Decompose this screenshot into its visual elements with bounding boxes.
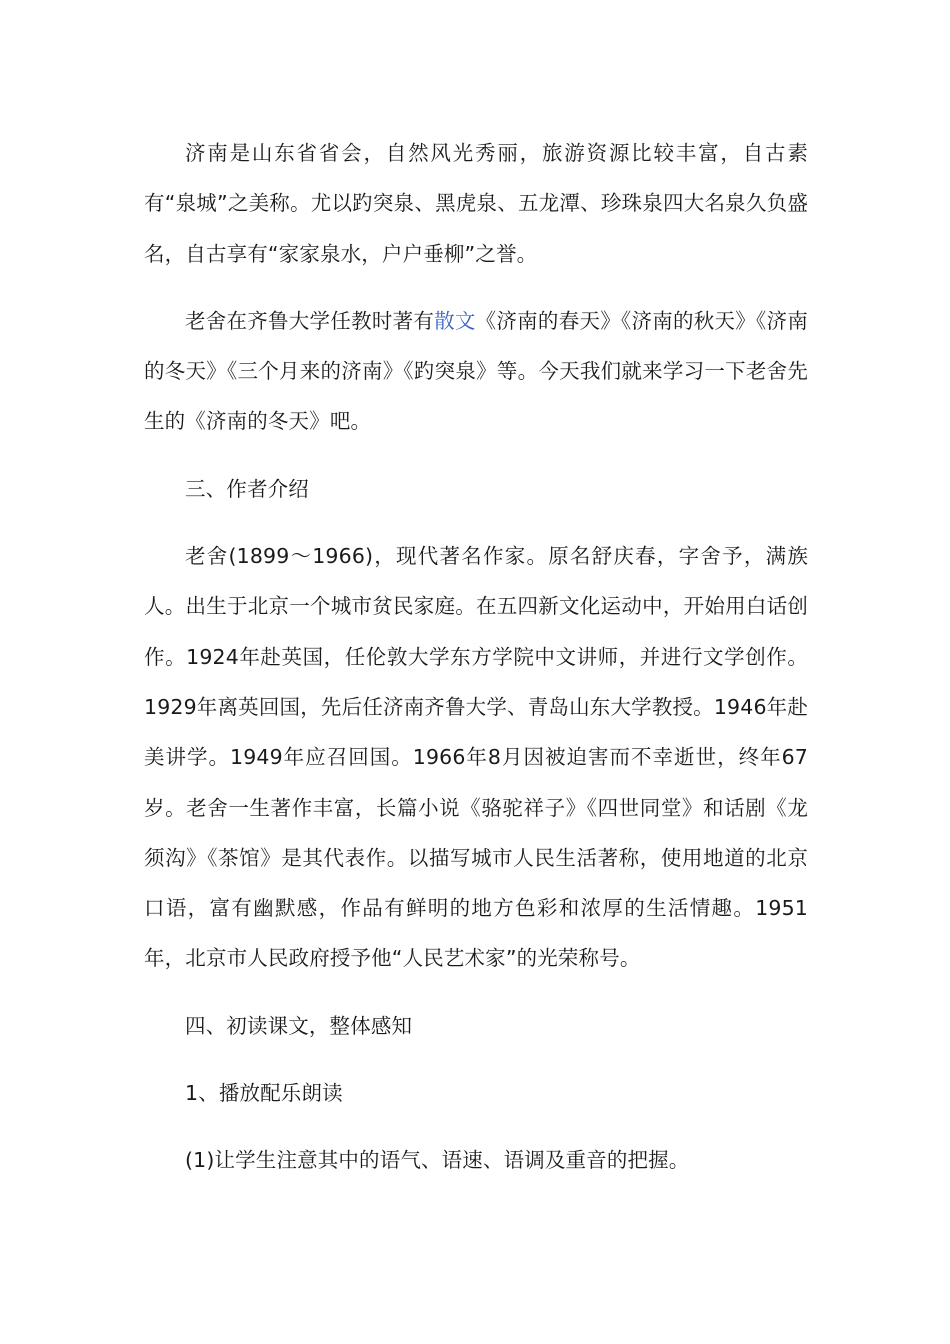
paragraph-reading-instruction: (1)让学生注意其中的语气、语速、语调及重音的把握。	[185, 1148, 690, 1173]
section-heading-first-reading: 四、初读课文，整体感知	[185, 1013, 413, 1038]
paragraph-text-before-link: 老舍在齐鲁大学任教时著有	[185, 308, 435, 333]
section-heading-author: 三、作者介绍	[185, 476, 309, 501]
document-body	[144, 128, 808, 1186]
paragraph-jinan-intro: 济南是山东省省会，自然风光秀丽，旅游资源比较丰富，自古素有“泉城”之美称。尤以趵突泉、黑虎泉、五龙潭、珍珠泉四大名泉久负盛名，自古享有“家家泉水，户户垂柳”之誉。	[144, 141, 808, 266]
subheading-play-recording: 1、播放配乐朗读	[185, 1081, 343, 1106]
paragraph-text-after-link: 《济南的春天》《济南的秋天》《济南的冬天》《三个月来的济南》《趵突泉》等。今天我们就来学习一下老舍先生的《济南的冬天》吧。	[144, 308, 808, 434]
prose-link[interactable]: 散文	[434, 308, 476, 333]
paragraph-author-bio: 老舍(1899～1966)，现代著名作家。原名舒庆春，字舍予，满族人。出生于北京一个城市贫民家庭。在五四新文化运动中，开始用白话创作。1924年赴英国，任伦敦大学东方学院中文讲师，并进行文学创作。1929年离英回国，先后任济南齐鲁大学、青岛山东大学教授。1946年赴美讲学。1949年应召回国。1966年8月因被迫害而不幸逝世，终年67岁。老舍一生著作丰富，长篇小说《骆驼祥子》《四世同堂》和话剧《龙须沟》《茶馆》是其代表作。以描写城市人民生活著称，使用地道的北京口语，富有幽默感，作品有鲜明的地方色彩和浓厚的生活情趣。1951年，北京市人民政府授予他“人民艺术家”的光荣称号。	[144, 544, 808, 971]
paragraph-laoshe-works	[144, 296, 808, 447]
